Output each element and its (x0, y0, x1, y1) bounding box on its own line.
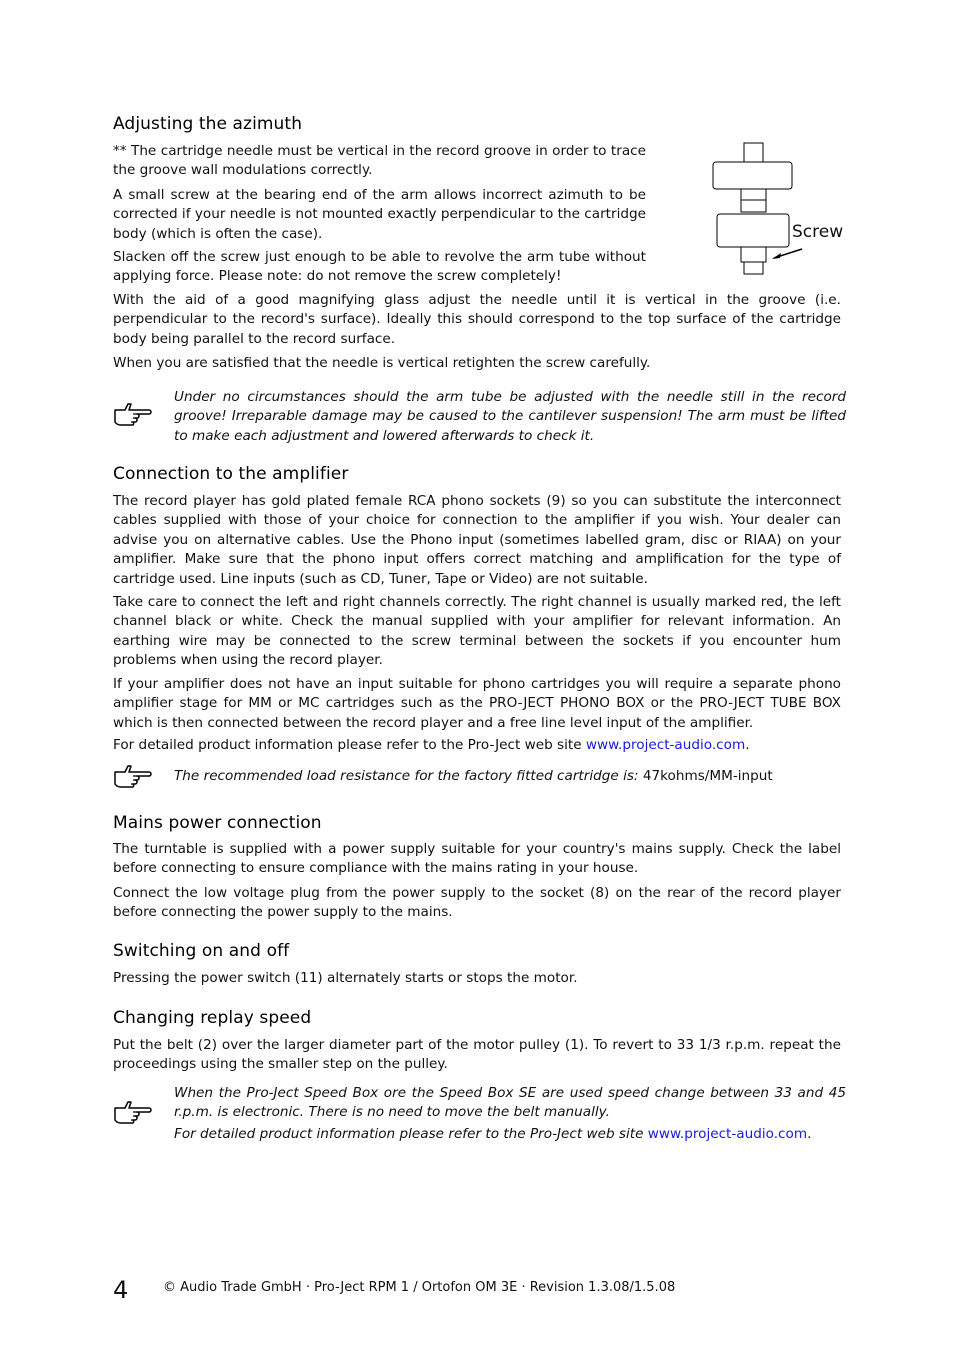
section-title-speed: Changing replay speed (113, 1008, 312, 1028)
azimuth-paragraph-2: A small screw at the bearing end of the arm allows incorrect azimuth to be corrected if your needle is not mounted exactly perpendicular to the cartridge body (which is often the case). (113, 187, 646, 242)
page-number: 4 (113, 1276, 129, 1304)
speed-weblink-prefix: For detailed product information please refer to the Pro-Ject web site (174, 1126, 648, 1142)
section-title-amplifier: Connection to the amplifier (113, 464, 349, 484)
load-resistance-value: 47kohms/MM-input (642, 768, 773, 784)
speed-box-note: When the Pro-Ject Speed Box ore the Speed Box SE are used speed change between 33 and 45 r.p.m. is electronic. There is no need to move the belt manually. (174, 1085, 846, 1121)
amplifier-weblink-suffix: . (745, 737, 750, 753)
switching-paragraph-1: Pressing the power switch (11) alternately starts or stops the motor. (113, 970, 578, 986)
speed-weblink-note (174, 1125, 846, 1144)
section-title-azimuth: Adjusting the azimuth (113, 114, 303, 134)
amplifier-paragraph-3: If your amplifier does not have an input suitable for phono cartridges you will require a separate phono amplifier stage for MM or MC cartridges such as the PRO-JECT PHONO BOX or the PRO-JECT TUBE BOX which is then connected between the record player and a free line level input of the amplifier. (113, 676, 841, 731)
azimuth-paragraph-5: When you are satisfied that the needle is vertical retighten the screw carefully. (113, 355, 651, 371)
load-resistance-label: The recommended load resistance for the factory fitted cartridge is: (174, 768, 643, 784)
azimuth-warning-note: Under no circumstances should the arm tube be adjusted with the needle still in the record groove! Irreparable damage may be caused to the cantilever suspension! The arm must be lifted to make each adjustment and lowered afterwards to check it. (174, 389, 846, 444)
project-audio-weblink[interactable]: www.project-audio.com (647, 1126, 808, 1142)
pointing-hand-icon (113, 762, 153, 788)
section-title-switching: Switching on and off (113, 941, 290, 961)
amplifier-paragraph-2: Take care to connect the left and right channels correctly. The right channel is usually marked red, the left channel black or white. Check the manual supplied with your amplifier for relevant information. An earthing wire may be connected to the screw terminal between the sockets if you encounter hum problems when using the record player. (113, 594, 841, 669)
pointing-hand-icon (113, 1098, 153, 1124)
amplifier-paragraph-1: The record player has gold plated female RCA phono sockets (9) so you can substitute the interconnect cables supplied with those of your choice for connection to the amplifier if you wish. Your dealer can advise you on alternative cables. Use the Phono input (sometimes labelled gram, disc or RIAA) on your amplifier. Make sure that the phono input offers correct matching and amplification for the type of cartridge used. Line inputs (such as CD, Tuner, Tape or Video) are not suitable. (113, 493, 841, 587)
azimuth-paragraph-4: With the aid of a good magnifying glass adjust the needle until it is vertical in the groove (i.e. perpendicular to the record's surface). Ideally this should correspond to the top surface of the cartridge body being parallel to the record surface. (113, 292, 841, 347)
pointing-hand-icon (113, 400, 153, 426)
speed-paragraph-1: Put the belt (2) over the larger diameter part of the motor pulley (1). To revert to 33 1/3 r.p.m. repeat the proceedings using the smaller step on the pulley. (113, 1037, 841, 1073)
mains-paragraph-1: The turntable is supplied with a power supply suitable for your country's mains supply. Check the label before connecting to ensure compliance with the mains rating in your house. (113, 841, 841, 877)
amplifier-weblink-prefix: For detailed product information please refer to the Pro-Ject web site (113, 737, 586, 753)
screw-label: Screw (792, 222, 844, 242)
section-title-mains: Mains power connection (113, 813, 322, 833)
azimuth-screw-diagram (700, 138, 860, 283)
azimuth-paragraph-1: ** The cartridge needle must be vertical in the record groove in order to trace the groove wall modulations correctly. (113, 143, 646, 179)
speed-weblink-suffix: . (807, 1126, 812, 1142)
mains-paragraph-2: Connect the low voltage plug from the power supply to the socket (8) on the rear of the record player before connecting the power supply to the mains. (113, 885, 841, 921)
project-audio-weblink[interactable]: www.project-audio.com (585, 737, 746, 753)
amplifier-paragraph-4 (113, 736, 841, 755)
azimuth-paragraph-3: Slacken off the screw just enough to be able to revolve the arm tube without applying force. Please note: do not remove the screw completely! (113, 249, 646, 285)
load-resistance-note (174, 767, 846, 786)
footer-copyright: © Audio Trade GmbH · Pro-Ject RPM 1 / Ortofon OM 3E · Revision 1.3.08/1.5.08 (163, 1280, 676, 1295)
